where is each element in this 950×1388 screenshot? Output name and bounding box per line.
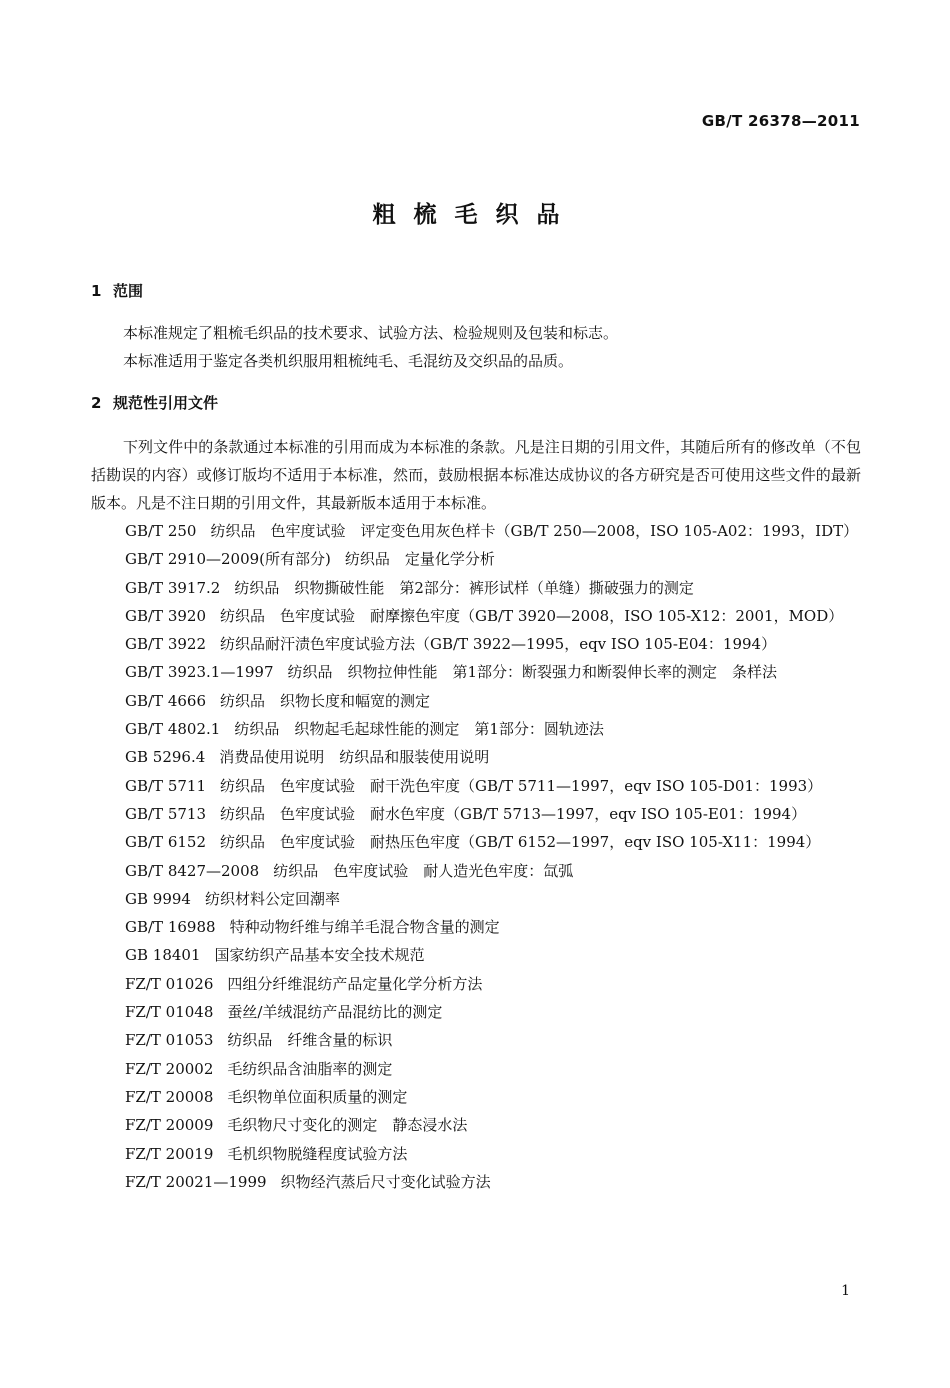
reference-item [91, 970, 861, 998]
reference-code: FZ/T 01053 [125, 1031, 214, 1050]
reference-item [91, 743, 861, 771]
reference-item [91, 545, 861, 573]
reference-item [91, 1111, 861, 1139]
reference-item [91, 1055, 861, 1083]
reference-item [91, 517, 861, 545]
reference-code: FZ/T 01026 [125, 974, 214, 993]
reference-code: GB 5296.4 [125, 748, 206, 767]
reference-list [91, 517, 861, 1196]
reference-code: FZ/T 20008 [125, 1087, 214, 1106]
reference-title: 毛织物单位面积质量的测定 [227, 1087, 408, 1106]
reference-item [91, 1026, 861, 1054]
section-title: 范围 [113, 282, 144, 300]
reference-code: GB/T 250 [125, 522, 197, 540]
reference-title: 毛机织物脱缝程度试验方法 [227, 1144, 408, 1163]
reference-title: 纺织品 织物撕破性能 第2部分：裤形试样（单缝）撕破强力的测定 [234, 578, 694, 597]
reference-title: 纺织品 色牢度试验 耐热压色牢度（GB/T 6152—1997，eqv ISO 105-X11：1994） [220, 833, 821, 852]
reference-code: GB/T 8427—2008 [125, 861, 260, 880]
reference-title: 纺织品 织物拉伸性能 第1部分：断裂强力和断裂伸长率的测定 条样法 [287, 663, 778, 682]
reference-item [91, 602, 861, 630]
reference-item [91, 658, 861, 686]
reference-title: 纺织品 织物长度和幅宽的测定 [220, 691, 431, 710]
reference-code: FZ/T 01048 [125, 1003, 214, 1022]
reference-code: FZ/T 20002 [125, 1059, 214, 1078]
reference-code: GB 18401 [125, 946, 201, 965]
reference-item [91, 857, 861, 885]
reference-item [91, 687, 861, 715]
section-number: 1 [91, 282, 102, 300]
reference-title: 纺织品 色牢度试验 耐水色牢度（GB/T 5713—1997，eqv ISO 105-E01：1994） [220, 804, 807, 823]
reference-code: FZ/T 20009 [125, 1116, 214, 1135]
reference-item [91, 574, 861, 602]
reference-code: GB/T 2910—2009(所有部分) [125, 550, 331, 569]
reference-title: 纺织品 色牢度试验 耐干洗色牢度（GB/T 5711—1997，eqv ISO 105-D01：1993） [220, 776, 823, 795]
reference-title: 毛纺织品含油脂率的测定 [227, 1059, 393, 1078]
reference-item [91, 772, 861, 800]
reference-title: 毛织物尺寸变化的测定 静态浸水法 [227, 1116, 468, 1135]
reference-title: 纺织品 色牢度试验 耐人造光色牢度：氙弧 [273, 861, 574, 880]
reference-title: 蚕丝/羊绒混纺产品混纺比的测定 [227, 1003, 443, 1022]
reference-title: 四组分纤维混纺产品定量化学分析方法 [227, 974, 483, 993]
reference-code: GB/T 5711 [125, 776, 207, 795]
reference-item [91, 1140, 861, 1168]
reference-item [91, 800, 861, 828]
reference-code: FZ/T 20021—1999 [125, 1172, 267, 1191]
document-title: 粗梳毛织品 [372, 202, 578, 228]
reference-title: 纺织品 织物起毛起球性能的测定 第1部分：圆轨迹法 [234, 720, 604, 739]
document-body [91, 277, 861, 1196]
reference-item [91, 1083, 861, 1111]
reference-code: GB/T 3920 [125, 606, 207, 625]
reference-code: GB/T 4802.1 [125, 720, 221, 739]
reference-title: 纺织材料公定回潮率 [204, 889, 340, 908]
reference-code: GB/T 3917.2 [125, 578, 221, 597]
reference-title: 纺织品 纤维含量的标识 [227, 1031, 393, 1050]
reference-code: GB/T 5713 [125, 804, 207, 823]
reference-title: 纺织品耐汗渍色牢度试验方法（GB/T 3922—1995，eqv ISO 105-E04：1994） [220, 635, 777, 654]
paragraph: 本标准规定了粗梳毛织品的技术要求、试验方法、检验规则及包装和标志。 [123, 324, 619, 342]
reference-title: 消费品使用说明 纺织品和服装使用说明 [219, 748, 490, 767]
reference-code: GB/T 6152 [125, 833, 207, 852]
reference-item [91, 1168, 861, 1196]
reference-item [91, 715, 861, 743]
standard-number: GB/T 26378—2011 [701, 112, 860, 130]
section-number: 2 [91, 394, 102, 412]
reference-code: GB/T 4666 [125, 691, 207, 710]
section-heading-normative-references [91, 389, 861, 417]
reference-title: 特种动物纤维与绵羊毛混合物含量的测定 [229, 918, 500, 937]
section-title: 规范性引用文件 [113, 394, 219, 412]
reference-item [91, 828, 861, 856]
reference-code: GB 9994 [125, 889, 191, 908]
reference-code: GB/T 3922 [125, 635, 207, 654]
paragraph: 本标准适用于鉴定各类机织服用粗梳纯毛、毛混纺及交织品的品质。 [123, 352, 574, 370]
reference-item [91, 941, 861, 969]
section-heading-scope [91, 277, 861, 305]
reference-title: 国家纺织产品基本安全技术规范 [214, 946, 425, 965]
reference-code: GB/T 3923.1—1997 [125, 663, 274, 682]
reference-title: 纺织品 色牢度试验 耐摩擦色牢度（GB/T 3920—2008，ISO 105-X12：2001，MOD） [220, 606, 844, 625]
reference-item [91, 630, 861, 658]
reference-code: GB/T 16988 [125, 918, 216, 937]
reference-title: 织物经汽蒸后尺寸变化试验方法 [280, 1172, 491, 1191]
reference-title: 纺织品 色牢度试验 评定变色用灰色样卡（GB/T 250—2008，ISO 105-A02：1993，IDT） [210, 522, 859, 540]
reference-code: FZ/T 20019 [125, 1144, 214, 1163]
references-intro: 下列文件中的条款通过本标准的引用而成为本标准的条款。凡是注日期的引用文件，其随后所有的修改单（不包括勘误的内容）或修订版均不适用于本标准，然而，鼓励根据本标准达成协议的各方研究是否可使用这些文件的最新版本。凡是不注日期的引用文件，其最新版本适用于本标准。 [91, 438, 861, 512]
reference-item [91, 885, 861, 913]
reference-item [91, 998, 861, 1026]
reference-item [91, 913, 861, 941]
page-number: 1 [841, 1283, 850, 1299]
reference-title: 纺织品 定量化学分析 [344, 550, 495, 569]
